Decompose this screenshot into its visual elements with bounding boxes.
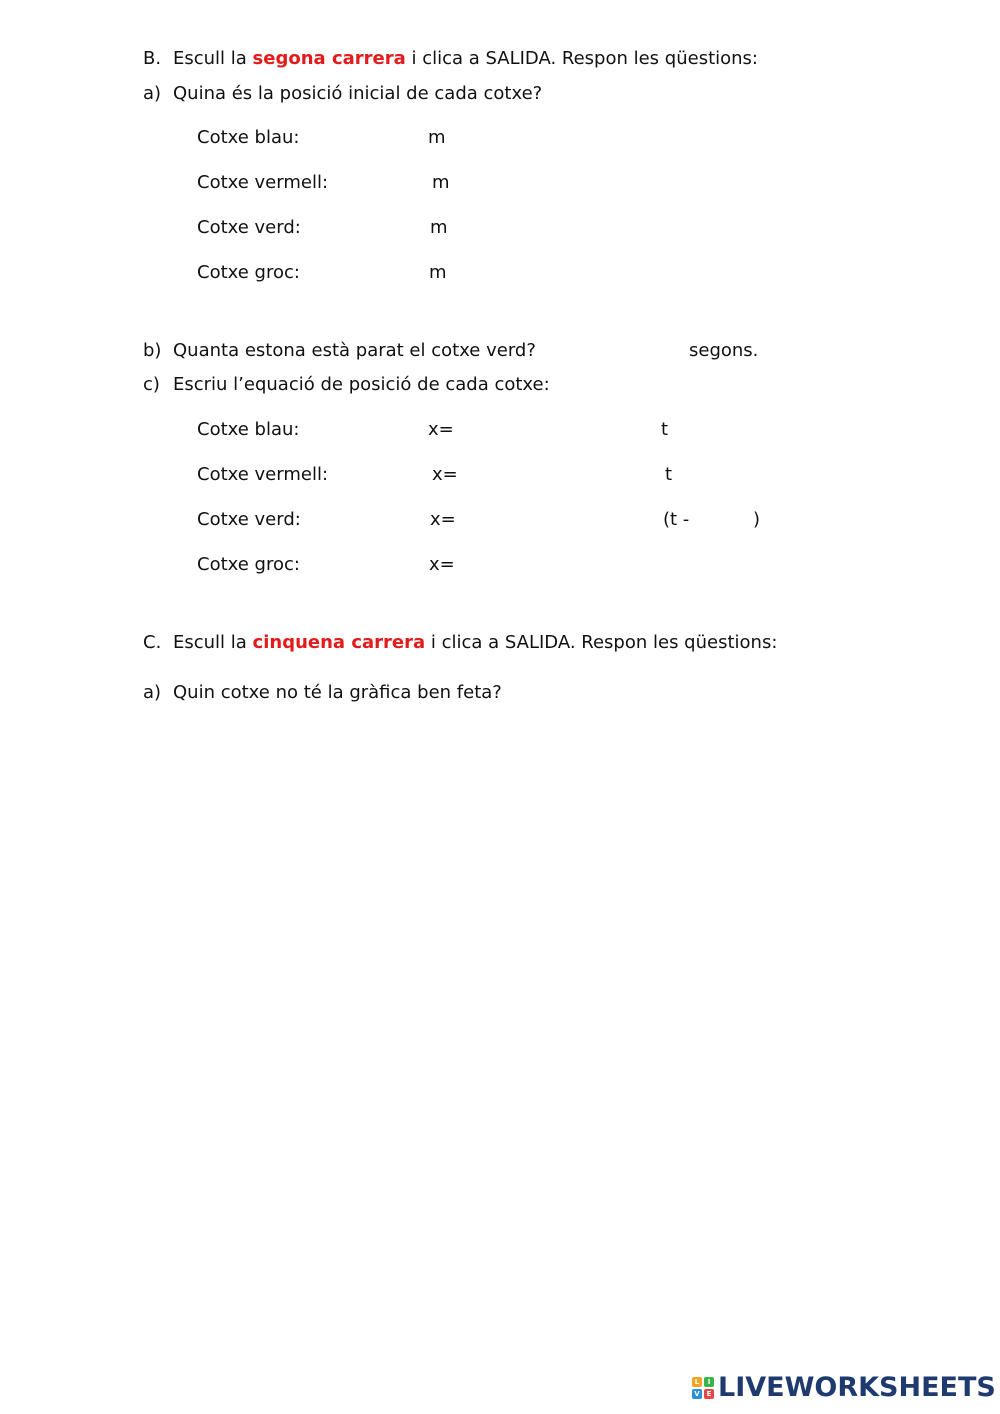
question-c-letter: c): [143, 374, 160, 395]
position-row-unit: m: [430, 217, 448, 238]
question-a-letter: a): [143, 83, 162, 104]
position-row-label: Cotxe verd:: [197, 217, 301, 238]
position-row-label: Cotxe blau:: [197, 127, 300, 148]
liveworksheets-logo: [692, 1374, 996, 1401]
equation-row-tail: t: [665, 464, 673, 485]
section-c-heading: [173, 634, 777, 652]
question-c-a-text: Quin cotxe no té la gràfica ben feta?: [173, 682, 502, 703]
section-b-heading: [173, 50, 758, 68]
equation-row-label: Cotxe groc:: [197, 554, 300, 575]
position-row-unit: m: [432, 172, 450, 193]
logo-mark-tile: E: [704, 1389, 714, 1399]
liveworksheets-logo-icon: [692, 1377, 714, 1399]
equation-row-close: ): [753, 509, 761, 530]
section-c-highlight: cinquena carrera: [252, 632, 426, 653]
section-b-highlight: segona carrera: [252, 48, 406, 69]
equation-row-label: Cotxe blau:: [197, 419, 300, 440]
equation-row-tail: t: [661, 419, 669, 440]
question-b-unit: segons.: [689, 340, 759, 361]
section-b-post: i clica a SALIDA. Respon les qüestions:: [405, 48, 758, 69]
equation-row-tail: (t -: [663, 509, 690, 530]
equation-row-label: Cotxe vermell:: [197, 464, 329, 485]
equation-row-eq: x=: [428, 419, 454, 440]
section-c-letter: C.: [143, 632, 162, 653]
section-b-letter: B.: [143, 48, 162, 69]
position-row-label: Cotxe groc:: [197, 262, 300, 283]
logo-mark-tile: I: [704, 1377, 714, 1387]
equation-row-eq: x=: [429, 554, 455, 575]
question-b-letter: b): [143, 340, 162, 361]
equation-row-label: Cotxe verd:: [197, 509, 301, 530]
question-a-text: Quina és la posició inicial de cada cotxe?: [173, 83, 543, 104]
section-b-pre: Escull la: [173, 48, 253, 69]
question-c-a-letter: a): [143, 682, 162, 703]
position-row-label: Cotxe vermell:: [197, 172, 329, 193]
equation-row-eq: x=: [430, 509, 456, 530]
question-c-text: Escriu l’equació de posició de cada cotxe:: [173, 374, 550, 395]
position-row-unit: m: [429, 262, 447, 283]
position-row-unit: m: [428, 127, 446, 148]
liveworksheets-logo-text: LIVEWORKSHEETS: [718, 1372, 996, 1403]
section-c-post: i clica a SALIDA. Respon les qüestions:: [425, 632, 778, 653]
logo-mark-tile: V: [692, 1389, 702, 1399]
question-b-text: Quanta estona està parat el cotxe verd?: [173, 340, 536, 361]
section-c-pre: Escull la: [173, 632, 253, 653]
logo-mark-tile: L: [692, 1377, 702, 1387]
equation-row-eq: x=: [432, 464, 458, 485]
